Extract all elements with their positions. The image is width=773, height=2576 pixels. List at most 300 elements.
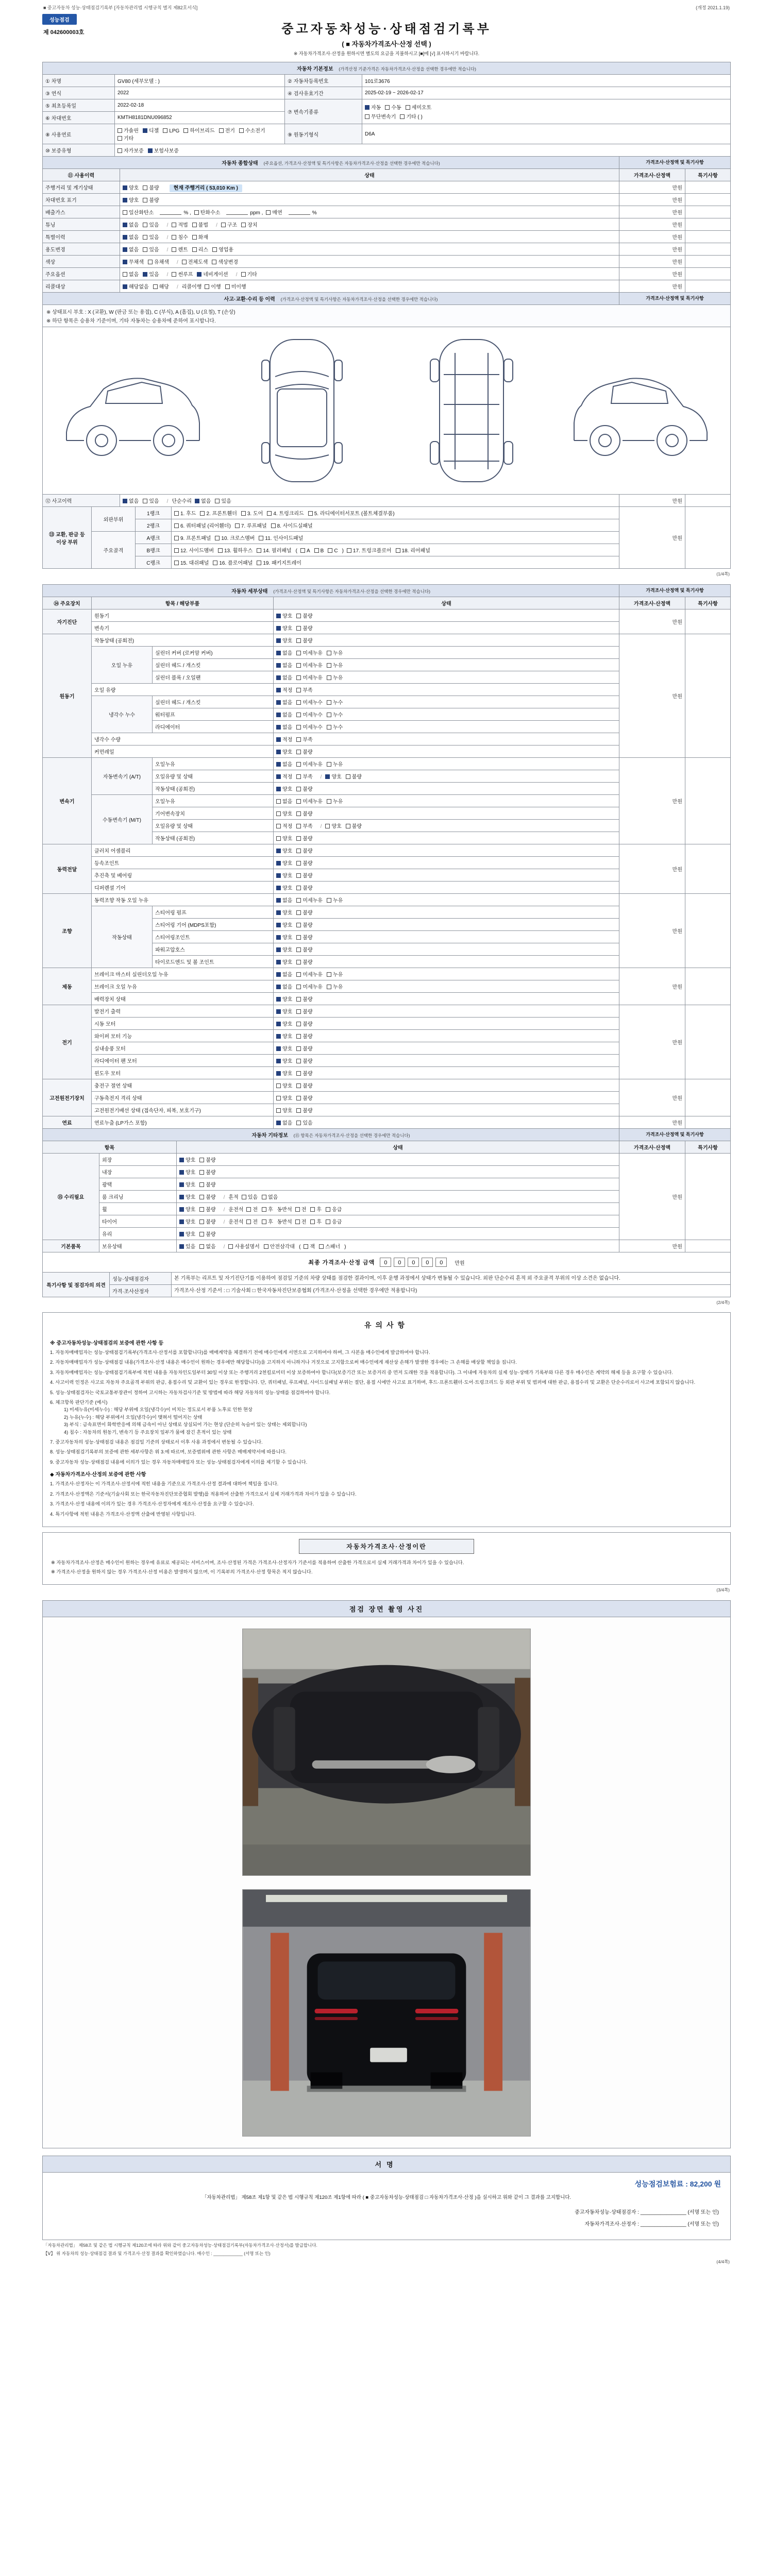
checkbox[interactable]: [172, 272, 176, 277]
checkbox[interactable]: [276, 824, 281, 828]
basic-info-header: [43, 62, 731, 75]
checkbox[interactable]: [192, 223, 197, 227]
checkbox[interactable]: [199, 1195, 204, 1199]
checkbox[interactable]: [296, 762, 301, 767]
item-status: [274, 956, 619, 968]
checkbox[interactable]: [296, 947, 301, 952]
checkbox[interactable]: [174, 511, 179, 516]
checkbox[interactable]: [242, 1195, 246, 1199]
checkbox-option: [327, 661, 343, 669]
checkbox[interactable]: [148, 260, 153, 264]
checkbox[interactable]: [117, 136, 122, 141]
checkbox[interactable]: [300, 548, 305, 553]
checkbox-checked[interactable]: [276, 700, 281, 705]
checkbox[interactable]: [271, 523, 276, 528]
checkbox[interactable]: [396, 548, 400, 553]
checkbox-checked[interactable]: [276, 898, 281, 903]
option-label: 기타: [124, 136, 134, 142]
checkbox-checked[interactable]: [365, 105, 369, 110]
checkbox[interactable]: [310, 1219, 315, 1224]
checkbox-option: [215, 534, 255, 541]
checkbox[interactable]: [327, 651, 331, 655]
checkbox[interactable]: [257, 561, 261, 565]
checkbox-option: [143, 497, 159, 504]
notice-line: 3. 자동차매매업자는 성능·상태점검기록부에 적힌 내용을 자동차인도일부터 30일 이상 또는 주행거리 2천킬로미터 이상 보증하여야 합니다(보증기간 또는 보증거리 중 먼저 도래한 것을 적용합니다). 그 이내에 자동차의 실제 성능·상태가 기록부와 다른 경우 매수인은 계약의 해제 등을 요구할 수 있습니다.: [50, 1369, 673, 1375]
column-header: 특기사항: [685, 169, 730, 181]
checkbox[interactable]: [346, 774, 350, 779]
checkbox[interactable]: [296, 1071, 301, 1076]
item-label: 스티어링조인트: [153, 931, 274, 943]
checkbox-checked[interactable]: [276, 737, 281, 742]
checkbox-checked[interactable]: [276, 935, 281, 940]
checkbox[interactable]: [262, 1219, 266, 1224]
notice-subtitle: ※ 중고자동차성능·상태점검의 보증에 관한 사항 등: [50, 1341, 164, 1346]
item-status: [177, 1166, 619, 1178]
checkbox[interactable]: [296, 1009, 301, 1014]
checkbox[interactable]: [296, 700, 301, 705]
checkbox[interactable]: [296, 960, 301, 964]
checkbox[interactable]: [172, 223, 176, 227]
checkbox-checked[interactable]: [148, 148, 153, 153]
checkbox[interactable]: [327, 663, 331, 668]
checkbox[interactable]: [246, 1207, 251, 1212]
price-digit: 0: [394, 1258, 405, 1267]
checkbox-checked[interactable]: [123, 260, 127, 264]
checkbox-option: [296, 1057, 312, 1064]
checkbox[interactable]: [276, 799, 281, 804]
checkbox[interactable]: [347, 548, 351, 553]
checkbox-option: [296, 958, 312, 965]
checkbox[interactable]: [296, 985, 301, 989]
item-label: 라디에이터: [153, 721, 274, 733]
checkbox[interactable]: [327, 898, 331, 903]
checkbox-option: [264, 1242, 295, 1250]
checkbox[interactable]: [310, 1207, 315, 1212]
checkbox[interactable]: [365, 114, 369, 119]
checkbox-option: [123, 233, 139, 241]
checkbox-option: [259, 534, 303, 541]
checkbox-option: [296, 698, 323, 706]
checkbox[interactable]: [296, 737, 301, 742]
price-header: 가격조사·산정액 및 특기사항: [619, 1129, 730, 1141]
checkbox-checked[interactable]: [276, 614, 281, 618]
checkbox[interactable]: [296, 675, 301, 680]
blank-field: [226, 210, 248, 215]
option-label: 불량: [351, 824, 362, 829]
checkbox-checked[interactable]: [276, 626, 281, 631]
checkbox[interactable]: [296, 886, 301, 890]
checkbox[interactable]: [296, 688, 301, 692]
checkbox-checked[interactable]: [325, 774, 330, 779]
checkbox[interactable]: [264, 1244, 268, 1249]
option-label: 일산화탄소: [129, 210, 154, 216]
row-status: [120, 194, 619, 206]
checkbox[interactable]: [296, 873, 301, 878]
checkbox[interactable]: [296, 750, 301, 754]
checkbox-checked[interactable]: [276, 750, 281, 754]
checkbox[interactable]: [296, 713, 301, 717]
checkbox-checked[interactable]: [276, 960, 281, 964]
checkbox-checked[interactable]: [179, 1232, 184, 1236]
checkbox-checked[interactable]: [276, 849, 281, 853]
checkbox-checked[interactable]: [276, 713, 281, 717]
device-group-label: 동력전달: [43, 844, 92, 894]
checkbox-checked[interactable]: [276, 663, 281, 668]
checkbox[interactable]: [296, 1083, 301, 1088]
checkbox[interactable]: [296, 774, 301, 779]
section-note: (가격조사·산정액 및 특기사항은 자동차가격조사·산정을 선택한 경우에만 적습니다): [273, 589, 430, 594]
checkbox[interactable]: [215, 536, 220, 540]
checkbox-checked[interactable]: [276, 985, 281, 989]
checkbox[interactable]: [326, 1219, 330, 1224]
checkbox-option: [327, 723, 343, 731]
option-label: 세미오토: [411, 105, 432, 111]
checkbox-option: [276, 1007, 292, 1015]
item-label: 브레이크 오일 누유: [92, 980, 274, 993]
checkbox[interactable]: [296, 972, 301, 977]
checkbox-option: [192, 245, 208, 253]
checkbox-option: [276, 958, 292, 965]
checkbox[interactable]: [314, 548, 319, 553]
option-label: 불량: [303, 1059, 313, 1064]
checkbox[interactable]: [327, 713, 331, 717]
checkbox[interactable]: [172, 235, 176, 240]
checkbox-checked[interactable]: [276, 1121, 281, 1125]
option-label: 미세누유: [303, 651, 323, 656]
checkbox[interactable]: [327, 985, 331, 989]
option-label: 미세누유: [303, 985, 323, 990]
checkbox-checked[interactable]: [276, 873, 281, 878]
checkbox[interactable]: [295, 1219, 300, 1224]
checkbox[interactable]: [296, 997, 301, 1002]
checkbox[interactable]: [172, 247, 176, 252]
checkbox[interactable]: [218, 548, 223, 553]
checkbox[interactable]: [296, 725, 301, 730]
checkbox-checked[interactable]: [195, 499, 199, 503]
checkbox-option: [346, 822, 362, 829]
checkbox-option: [192, 233, 208, 241]
checkbox[interactable]: [276, 1096, 281, 1100]
checkbox-option: [296, 624, 312, 632]
checkbox[interactable]: [296, 1046, 301, 1051]
notice-item: [50, 1511, 723, 1518]
checkbox-checked[interactable]: [123, 284, 127, 289]
option-label: 5. 라디에이터서포트 (볼트체결부품): [314, 511, 395, 517]
checkbox[interactable]: [182, 260, 187, 264]
checkbox-checked[interactable]: [123, 235, 127, 240]
checkbox[interactable]: [296, 811, 301, 816]
checkbox-checked[interactable]: [276, 774, 281, 779]
checkbox-checked[interactable]: [276, 1022, 281, 1026]
checkbox[interactable]: [194, 210, 199, 215]
checkbox-checked[interactable]: [123, 247, 127, 252]
checkbox[interactable]: [199, 1244, 204, 1249]
checkbox[interactable]: [296, 1034, 301, 1039]
checkbox[interactable]: [241, 272, 246, 277]
opinion-who: 가격·조사산정자: [110, 1285, 172, 1297]
checkbox[interactable]: [296, 861, 301, 866]
checkbox[interactable]: [296, 799, 301, 804]
checkbox[interactable]: [296, 898, 301, 903]
price-select-note: ※ 자동차가격조사·산정을 원하시면 별도의 요금을 지불하시고 [■]에 [√] 표시하시기 바랍니다.: [293, 51, 480, 56]
row-status: [120, 218, 619, 231]
page-mark: (3/4쪽): [716, 1587, 730, 1592]
checkbox[interactable]: [296, 638, 301, 643]
checkbox-checked[interactable]: [276, 1009, 281, 1014]
form-revision: (개정 2021.1.19): [696, 5, 730, 10]
checkbox[interactable]: [225, 284, 230, 289]
checkbox[interactable]: [246, 1219, 251, 1224]
detail-row: [43, 844, 731, 857]
checkbox-checked[interactable]: [276, 1059, 281, 1063]
row-label: 특별이력: [43, 231, 120, 243]
checkbox[interactable]: [143, 198, 147, 202]
checkbox[interactable]: [276, 1083, 281, 1088]
checkbox[interactable]: [319, 1244, 324, 1249]
checkbox[interactable]: [199, 1219, 204, 1224]
note-cell: [685, 634, 730, 758]
note-cell: [685, 507, 731, 569]
row-status: [120, 231, 619, 243]
checkbox[interactable]: [267, 511, 272, 516]
checkbox[interactable]: [199, 1232, 204, 1236]
checkbox-checked[interactable]: [276, 910, 281, 915]
checkbox-checked[interactable]: [123, 223, 127, 227]
checkbox[interactable]: [117, 128, 122, 133]
checkbox[interactable]: [212, 260, 216, 264]
checkbox[interactable]: [296, 910, 301, 915]
checkbox-checked[interactable]: [276, 1046, 281, 1051]
option-label: 불량: [303, 614, 313, 619]
checkbox[interactable]: [174, 536, 179, 540]
option-label: 양호: [282, 1009, 293, 1015]
checkbox-checked[interactable]: [276, 638, 281, 643]
checkbox[interactable]: [327, 675, 331, 680]
checkbox-checked[interactable]: [276, 688, 281, 692]
checkbox[interactable]: [192, 235, 197, 240]
checkbox-option: [174, 546, 214, 554]
checkbox[interactable]: [326, 1207, 330, 1212]
row-status: [120, 256, 619, 268]
checkbox[interactable]: [296, 824, 301, 828]
checkbox-checked[interactable]: [276, 762, 281, 767]
checkbox[interactable]: [296, 1059, 301, 1063]
checkbox[interactable]: [328, 548, 332, 553]
checkbox[interactable]: [215, 499, 220, 503]
checkbox[interactable]: [327, 762, 331, 767]
option-label: 양호: [282, 836, 293, 842]
checkbox[interactable]: [123, 272, 127, 277]
option-label: 있음: [149, 272, 159, 278]
checkbox-checked[interactable]: [123, 185, 127, 190]
checkbox[interactable]: [296, 651, 301, 655]
checkbox[interactable]: [123, 210, 127, 215]
note-cell: [685, 243, 730, 256]
checkbox[interactable]: [266, 210, 271, 215]
notice-item: [50, 1480, 723, 1487]
checkbox[interactable]: [296, 626, 301, 631]
checkbox[interactable]: [296, 614, 301, 618]
checkbox[interactable]: [406, 105, 410, 110]
checkbox[interactable]: [296, 787, 301, 791]
checkbox[interactable]: [200, 511, 205, 516]
checkbox[interactable]: [241, 511, 246, 516]
checkbox[interactable]: [296, 1022, 301, 1026]
checkbox-checked[interactable]: [123, 499, 127, 503]
checkbox-checked[interactable]: [276, 725, 281, 730]
option-label: 11. 인사이드패널: [265, 536, 304, 541]
checkbox[interactable]: [174, 523, 179, 528]
item-status: [274, 770, 619, 783]
checkbox[interactable]: [219, 128, 224, 133]
checkbox[interactable]: [296, 1108, 301, 1113]
checkbox-checked[interactable]: [276, 923, 281, 927]
checkbox[interactable]: [304, 1244, 308, 1249]
checkbox[interactable]: [296, 836, 301, 841]
detail-row: [43, 1240, 731, 1252]
checkbox[interactable]: [295, 1207, 300, 1212]
item-label: 고전원전기배선 상태 (접속단자, 피복, 보호기구): [92, 1104, 274, 1116]
option-label: 불량: [303, 1009, 313, 1015]
item-label: 원동기: [92, 609, 274, 622]
option-label: 불량: [206, 1158, 216, 1163]
checkbox-option: [262, 1217, 273, 1225]
pricing-info-title: 자동차가격조사·산정이란: [299, 1539, 474, 1554]
checkbox[interactable]: [327, 972, 331, 977]
checkbox-checked[interactable]: [179, 1244, 184, 1249]
checkbox-checked[interactable]: [276, 651, 281, 655]
checkbox[interactable]: [153, 284, 158, 289]
checkbox[interactable]: [163, 128, 167, 133]
checkbox[interactable]: [239, 128, 244, 133]
item-label: 오일누유: [153, 758, 274, 770]
checkbox-checked[interactable]: [197, 272, 201, 277]
checkbox-checked[interactable]: [276, 972, 281, 977]
item-status: [274, 882, 619, 894]
checkbox[interactable]: [296, 935, 301, 940]
checkbox[interactable]: [199, 1207, 204, 1212]
checkbox[interactable]: [296, 1096, 301, 1100]
checkbox[interactable]: [143, 223, 147, 227]
checkbox[interactable]: [296, 1121, 301, 1125]
checkbox[interactable]: [221, 223, 226, 227]
checkbox[interactable]: [257, 548, 261, 553]
checkbox[interactable]: [262, 1207, 266, 1212]
legend-line: ※ 상태표시 부호 : X (교환), W (판금 또는 용접), C (부식), A (흠집), U (요철), T (손상): [46, 310, 236, 315]
option-label: 불량: [303, 626, 313, 632]
checkbox-option: [296, 1094, 312, 1101]
checkbox-checked[interactable]: [276, 886, 281, 890]
checkbox[interactable]: [212, 247, 217, 252]
checkbox[interactable]: [174, 548, 179, 553]
checkbox[interactable]: [199, 1182, 204, 1187]
checkbox[interactable]: [276, 1108, 281, 1113]
checkbox-checked[interactable]: [276, 861, 281, 866]
checkbox-checked[interactable]: [179, 1207, 184, 1212]
checkbox[interactable]: [296, 849, 301, 853]
checkbox-option: [199, 1242, 215, 1250]
item-status: [274, 1042, 619, 1055]
checkbox[interactable]: [276, 811, 281, 816]
field-label: ④ 검사유효기간: [285, 87, 362, 99]
checkbox[interactable]: [192, 247, 197, 252]
checkbox[interactable]: [327, 799, 331, 804]
checkbox[interactable]: [262, 1195, 266, 1199]
checkbox-checked[interactable]: [276, 1034, 281, 1039]
checkbox-checked[interactable]: [123, 198, 127, 202]
item-status: [274, 1018, 619, 1030]
device-group-label: 전기: [43, 1005, 92, 1079]
item-label: 오일유량 및 상태: [153, 770, 274, 783]
option-label: 불량: [303, 1046, 313, 1052]
option-label: 누유: [332, 972, 343, 978]
checkbox[interactable]: [199, 1170, 204, 1175]
checkbox[interactable]: [400, 114, 405, 119]
checkbox-checked[interactable]: [179, 1219, 184, 1224]
checkbox-checked[interactable]: [276, 1071, 281, 1076]
checkbox[interactable]: [346, 824, 350, 828]
checkbox[interactable]: [327, 700, 331, 705]
checkbox-checked[interactable]: [276, 675, 281, 680]
checkbox[interactable]: [143, 247, 147, 252]
checkbox[interactable]: [308, 511, 313, 516]
option-label: 전: [301, 1207, 307, 1213]
checkbox[interactable]: [296, 663, 301, 668]
option-label: 불량: [149, 198, 159, 204]
checkbox[interactable]: [327, 725, 331, 730]
checkbox[interactable]: [296, 923, 301, 927]
checkbox[interactable]: [143, 499, 147, 503]
checkbox[interactable]: [385, 105, 390, 110]
checkbox[interactable]: [183, 128, 188, 133]
checkbox-checked[interactable]: [179, 1158, 184, 1162]
item-label: 워터펌프: [153, 708, 274, 721]
checkbox-option: [296, 1118, 312, 1126]
header-badge: 성능점검: [42, 14, 77, 25]
checkbox-checked[interactable]: [276, 997, 281, 1002]
checkbox[interactable]: [174, 561, 179, 565]
option-label: 없음: [268, 1195, 278, 1200]
checkbox-checked[interactable]: [179, 1195, 184, 1199]
row-label: 주요옵션: [43, 268, 120, 280]
checkbox[interactable]: [117, 148, 122, 153]
repair-section-label: ⑬ 교환, 판금 등 이상 부위: [43, 507, 92, 569]
checkbox-option: [276, 698, 292, 706]
checkbox-checked[interactable]: [143, 128, 147, 133]
checkbox[interactable]: [205, 284, 209, 289]
checkbox-checked[interactable]: [179, 1170, 184, 1175]
checkbox[interactable]: [259, 536, 263, 540]
checkbox[interactable]: [143, 235, 147, 240]
checkbox-checked[interactable]: [143, 272, 147, 277]
checkbox[interactable]: [241, 223, 246, 227]
checkbox[interactable]: [235, 523, 240, 528]
price-cell: 만원: [619, 1240, 685, 1252]
column-header: 가격조사·산정액: [619, 597, 685, 609]
checkbox-checked[interactable]: [276, 947, 281, 952]
checkbox[interactable]: [325, 824, 330, 828]
checkbox-checked[interactable]: [179, 1182, 184, 1187]
checkbox[interactable]: [213, 561, 217, 565]
checkbox[interactable]: [276, 836, 281, 841]
checkbox[interactable]: [199, 1158, 204, 1162]
item-status: [274, 609, 619, 622]
checkbox[interactable]: [228, 1244, 233, 1249]
detail-row: [43, 1116, 731, 1129]
checkbox-checked[interactable]: [276, 787, 281, 791]
checkbox[interactable]: [143, 185, 147, 190]
checkbox-option: [179, 1156, 195, 1163]
